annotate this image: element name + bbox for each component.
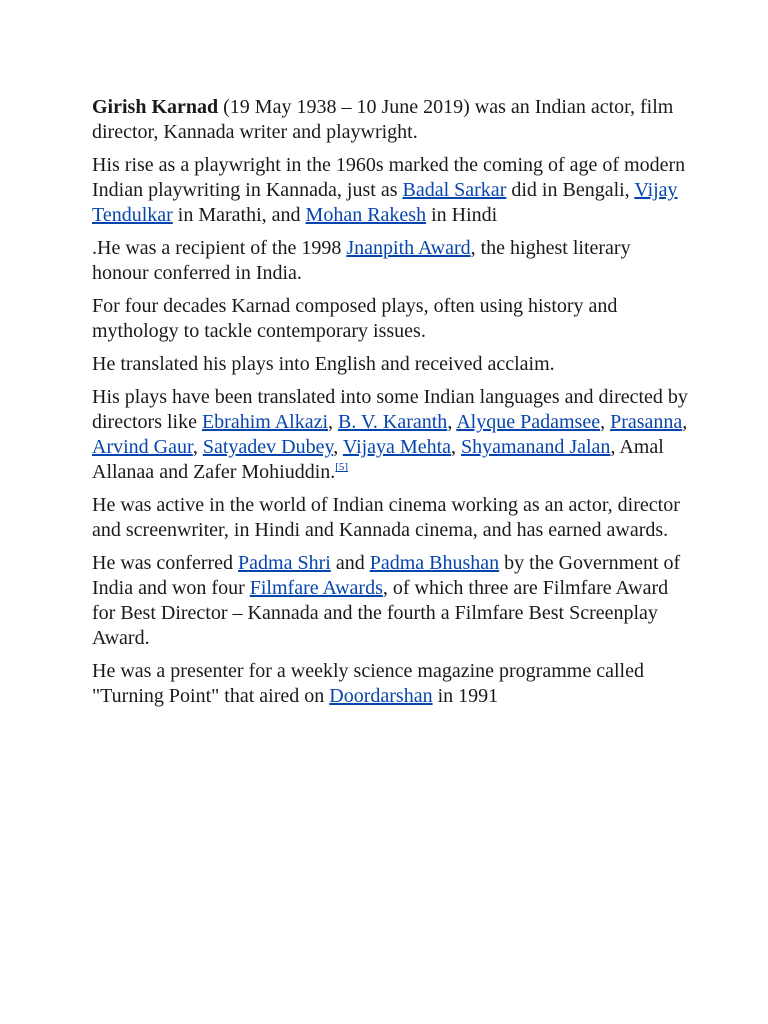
link-alyque-padamsee[interactable]: Alyque Padamsee <box>456 411 601 433</box>
link-mohan-rakesh[interactable]: Mohan Rakesh <box>305 204 427 226</box>
text-span: , <box>192 436 203 458</box>
playwright-paragraph <box>92 153 692 228</box>
text-span: , <box>451 436 462 458</box>
link-filmfare-awards[interactable]: Filmfare Awards <box>249 577 383 599</box>
text-span: He was conferred <box>92 552 239 574</box>
link-doordarshan[interactable]: Doordarshan <box>329 685 433 707</box>
link-vijaya-mehta[interactable]: Vijaya Mehta <box>342 436 452 458</box>
link-ebrahim-alkazi[interactable]: Ebrahim Alkazi <box>201 411 329 433</box>
text-span: , <box>328 411 339 433</box>
link-jnanpith-award[interactable]: Jnanpith Award <box>346 237 471 259</box>
text-span: , <box>333 436 343 458</box>
link-shyamanand-jalan[interactable]: Shyamanand Jalan <box>461 436 611 458</box>
award-paragraph <box>92 236 692 286</box>
directors-paragraph <box>92 385 692 485</box>
link-badal-sarkar[interactable]: Badal Sarkar <box>402 179 507 201</box>
text-span: He was a presenter for a weekly science magazine programme called "Turning Point" that aired on <box>92 660 644 707</box>
text-span: by the Government of India and won four <box>92 552 681 599</box>
cinema-paragraph: He was active in the world of Indian cinema working as an actor, director and screenwriter, in Hindi and Kannada cinema, and has earned awards. <box>92 494 680 541</box>
plays-paragraph: For four decades Karnad composed plays, often using history and mythology to tackle contemporary issues. <box>92 295 618 342</box>
text-span: in Hindi <box>426 204 498 226</box>
link-padma-bhushan[interactable]: Padma Bhushan <box>369 552 500 574</box>
presenter-paragraph <box>92 659 692 709</box>
text-span: His plays have been translated into some Indian languages and directed by directors like <box>92 386 688 433</box>
text-span: , <box>447 411 457 433</box>
reference-link-5[interactable]: [5] <box>335 461 349 473</box>
text-span: , the highest literary honour conferred in India. <box>92 237 631 284</box>
translation-paragraph: He translated his plays into English and received acclaim. <box>92 353 555 375</box>
text-span: , <box>600 411 611 433</box>
link-satyadev-dubey[interactable]: Satyadev Dubey <box>202 436 334 458</box>
link-padma-shri[interactable]: Padma Shri <box>238 552 331 574</box>
link-vijay-tendulkar[interactable]: Vijay Tendulkar <box>92 179 678 226</box>
text-span: in 1991 <box>432 685 499 707</box>
subject-name: Girish Karnad <box>92 96 219 118</box>
honours-paragraph <box>92 551 692 651</box>
link-arvind-gaur[interactable]: Arvind Gaur <box>92 436 193 458</box>
text-span: and <box>330 552 370 574</box>
text-span: (19 May 1938 – 10 June 2019) was an Indian actor, film director, Kannada writer and playwright. <box>92 96 674 143</box>
text-span: His rise as a playwright in the 1960s marked the coming of age of modern Indian playwriting in Kannada, just as <box>92 154 686 201</box>
text-span: , of which three are Filmfare Award for Best Director – Kannada and the fourth a Filmfare Best Screenplay Award. <box>92 577 669 649</box>
intro-paragraph <box>92 95 692 145</box>
text-span: in Marathi, and <box>172 204 306 226</box>
document-page <box>92 95 692 717</box>
link-bv-karanth[interactable]: B. V. Karanth <box>338 411 448 433</box>
text-span: .He was a recipient of the 1998 <box>92 237 347 259</box>
text-span: did in Bengali, <box>506 179 635 201</box>
text-span: , <box>682 411 688 433</box>
link-prasanna[interactable]: Prasanna <box>610 411 683 433</box>
text-span: , Amal Allanaa and Zafer Mohiuddin. <box>92 436 664 483</box>
